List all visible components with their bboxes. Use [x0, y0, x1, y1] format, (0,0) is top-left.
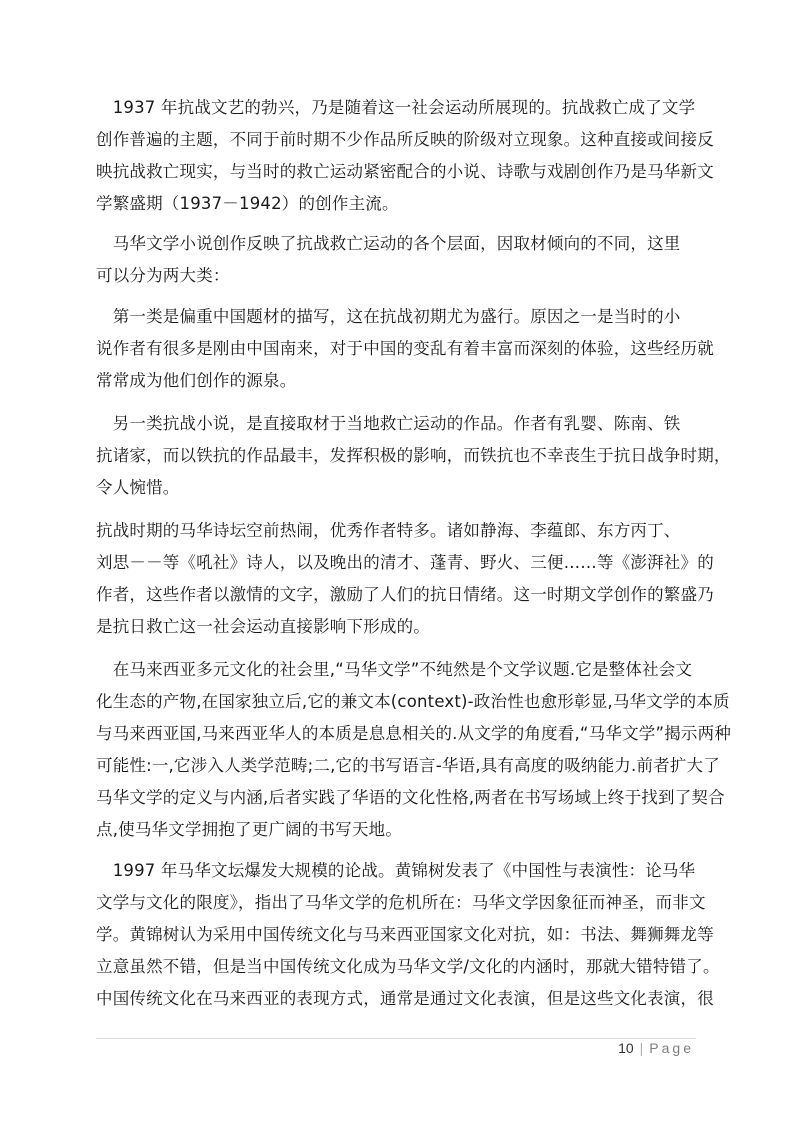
paragraph-line: 另一类抗战小说，是直接取材于当地救亡运动的作品。作者有乳婴、陈南、铁 — [96, 414, 681, 433]
footer-divider — [96, 1038, 696, 1039]
paragraph-3 — [96, 301, 714, 397]
page-label: Page — [649, 1040, 694, 1056]
paragraph-line: 文学与文化的限度》，指出了马华文学的危机所在：马华文学因象征而神圣，而非文 — [96, 893, 706, 912]
paragraph-line: 可以分为两大类： — [96, 266, 230, 285]
paragraph-line: 与马来西亚国,马来西亚华人的本质是息息相关的.从文学的角度看,“马华文学”揭示两种 — [96, 724, 732, 743]
paragraph-line: 是抗日救亡这一社会运动直接影响下形成的。 — [96, 617, 430, 636]
paragraph-line: 可能性:一,它涉入人类学范畴;二,它的书写语言-华语,具有高度的吸纳能力.前者扩大了 — [96, 756, 720, 775]
paragraph-2 — [96, 228, 681, 292]
paragraph-line: 令人惋惜。 — [96, 478, 180, 497]
paragraph-line: 中国传统文化在马来西亚的表现方式，通常是通过文化表演，但是这些文化表演，很 — [96, 989, 714, 1008]
paragraph-line: 化生态的产物,在国家独立后,它的兼文本(context)-政治性也愈形彰显,马华文学的本质 — [96, 692, 730, 711]
paragraph-line: 作者，这些作者以激情的文字，激励了人们的抗日情绪。这一时期文学创作的繁盛乃 — [96, 585, 714, 604]
paragraph-1 — [96, 92, 714, 220]
paragraph-6 — [96, 654, 731, 846]
paragraph-line: 抗诸家，而以铁抗的作品最丰，发挥积极的影响，而铁抗也不幸丧生于抗日战争时期， — [96, 446, 731, 465]
paragraph-line: 学繁盛期（1937－1942）的创作主流。 — [96, 194, 399, 213]
page-number: 10 — [618, 1040, 634, 1056]
paragraph-line: 刘思－－等《吼社》诗人，以及晚出的清才、蓬青、野火、三便……等《澎湃社》的 — [96, 553, 714, 572]
paragraph-5 — [96, 515, 714, 643]
paragraph-line: 马华文学的定义与内涵,后者实践了华语的文化性格,两者在书写场域上终于找到了契合 — [96, 788, 725, 807]
paragraph-line: 点,使马华文学拥抱了更广阔的书写天地。 — [96, 820, 403, 839]
paragraph-7 — [96, 855, 720, 1015]
paragraph-line: 1997 年马华文坛爆发大规模的论战。黄锦树发表了《中国性与表演性：论马华 — [96, 861, 696, 880]
paragraph-line: 说作者有很多是刚由中国南来，对于中国的变乱有着丰富而深刻的体验，这些经历就 — [96, 339, 714, 358]
paragraph-line: 1937 年抗战文艺的勃兴，乃是随着这一社会运动所展现的。抗战救亡成了文学 — [96, 98, 696, 117]
paragraph-line: 学。黄锦树认为采用中国传统文化与马来西亚国家文化对抗，如：书法、舞狮舞龙等 — [96, 925, 714, 944]
paragraph-line: 映抗战救亡现实，与当时的救亡运动紧密配合的小说、诗歌与戏剧创作乃是马华新文 — [96, 162, 714, 181]
paragraph-4 — [96, 408, 731, 504]
paragraph-line: 抗战时期的马华诗坛空前热闹，优秀作者特多。诸如静海、李蕴郎、东方丙丁、 — [96, 521, 681, 540]
paragraph-line: 立意虽然不错，但是当中国传统文化成为马华文学/文化的内涵时，那就大错特错了。 — [96, 957, 720, 976]
footer-separator: | — [639, 1040, 644, 1056]
paragraph-line: 第一类是偏重中国题材的描写，这在抗战初期尤为盛行。原因之一是当时的小 — [96, 307, 681, 326]
page-footer — [618, 1040, 694, 1056]
paragraph-line: 创作普遍的主题，不同于前时期不少作品所反映的阶级对立现象。这种直接或间接反 — [96, 130, 714, 149]
paragraph-line: 马华文学小说创作反映了抗战救亡运动的各个层面，因取材倾向的不同，这里 — [96, 234, 681, 253]
paragraph-line: 常常成为他们创作的源泉。 — [96, 371, 297, 390]
paragraph-line: 在马来西亚多元文化的社会里,“马华文学”不纯然是个文学议题.它是整体社会文 — [96, 660, 693, 679]
